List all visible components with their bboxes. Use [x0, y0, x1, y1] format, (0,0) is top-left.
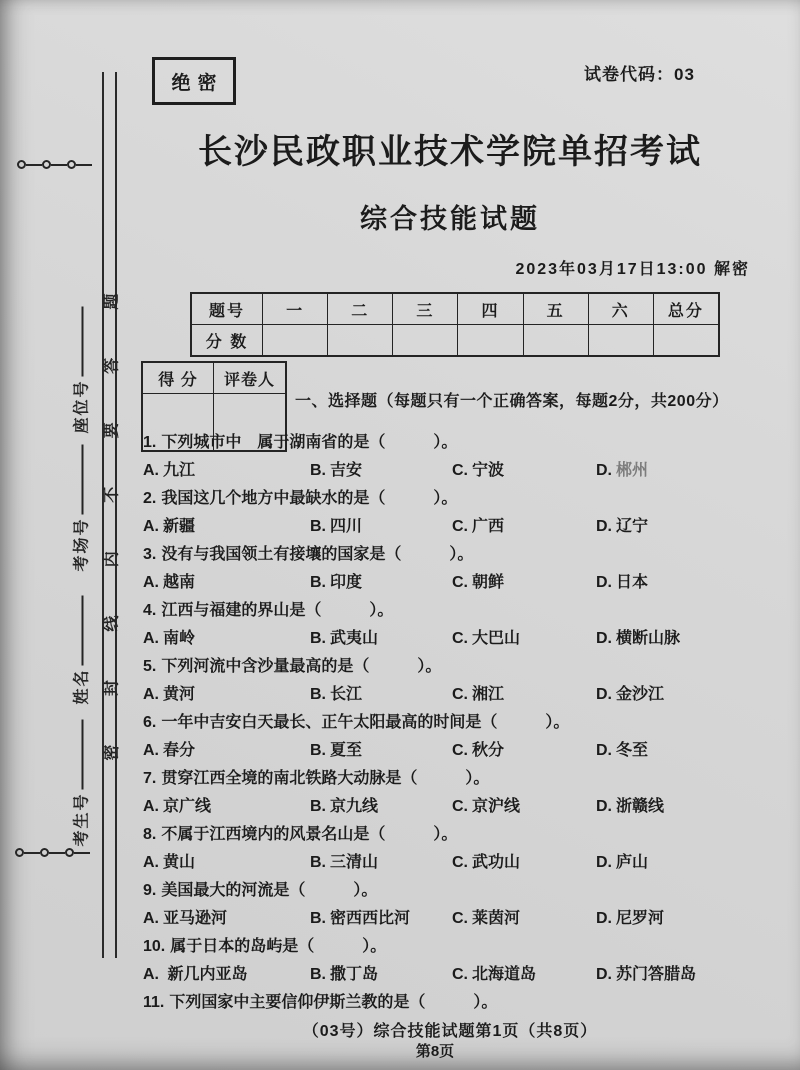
- option-text: 大巴山: [472, 630, 521, 647]
- option-letter: C.: [452, 686, 468, 703]
- score-cell-empty: [523, 324, 588, 355]
- name-field: [69, 595, 92, 704]
- option-b: [310, 849, 378, 877]
- option-letter: B.: [310, 686, 326, 703]
- option-a: [143, 961, 247, 989]
- option-b: [310, 737, 362, 765]
- options-row: [143, 737, 759, 765]
- seat-number-field: [69, 306, 92, 433]
- options-row: [143, 961, 759, 989]
- question-text: [143, 877, 759, 905]
- mark-circle-icon: [65, 848, 74, 857]
- question-text: [143, 933, 759, 961]
- mark-circle-icon: [42, 160, 51, 169]
- score-table-header-cell: 三: [392, 294, 457, 324]
- option-text: 新几内亚岛: [163, 966, 248, 983]
- option-letter: D.: [596, 854, 612, 871]
- option-letter: B.: [310, 854, 326, 871]
- option-c: [452, 569, 504, 597]
- option-text: 印度: [330, 574, 363, 591]
- score-cell-empty: [588, 324, 653, 355]
- option-letter: A.: [143, 854, 159, 871]
- option-letter: C.: [452, 462, 468, 479]
- option-b: [310, 569, 362, 597]
- option-text: 四川: [330, 518, 363, 535]
- options-row: [143, 793, 759, 821]
- mark-dash: [49, 852, 65, 854]
- mark-circle-icon: [40, 848, 49, 857]
- option-b: [310, 457, 362, 485]
- option-text: 南岭: [163, 630, 196, 647]
- blank-line: [81, 444, 83, 514]
- option-letter: C.: [452, 518, 468, 535]
- option-text: 苏门答腊岛: [616, 966, 697, 983]
- option-text: 尼罗河: [616, 910, 665, 927]
- option-text: 京广线: [163, 798, 212, 815]
- score-row-label: 分 数: [192, 324, 262, 355]
- question-body: 属于日本的岛屿是（ ）。: [170, 938, 387, 955]
- option-text: 京沪线: [472, 798, 521, 815]
- option-text: 吉安: [330, 462, 363, 479]
- option-text: 宁波: [472, 462, 505, 479]
- mark-dash: [26, 164, 42, 166]
- footer-page-number: 第8页: [415, 1043, 455, 1060]
- option-text: 武功山: [472, 854, 521, 871]
- option-text: 湘江: [472, 686, 505, 703]
- option-text: 撒丁岛: [330, 966, 379, 983]
- blank-line: [81, 719, 83, 789]
- option-letter: A.: [143, 630, 159, 647]
- mark-circle-icon: [15, 848, 24, 857]
- option-a: [143, 737, 195, 765]
- candidate-number-field: [69, 719, 92, 846]
- option-text: 武夷山: [330, 630, 379, 647]
- question-text: [143, 709, 759, 737]
- option-letter: A.: [143, 742, 159, 759]
- options-row: [143, 457, 759, 485]
- option-letter: A.: [143, 686, 159, 703]
- option-text: 密西西比河: [330, 910, 411, 927]
- option-letter: A.: [143, 574, 159, 591]
- option-c: [452, 681, 504, 709]
- option-c: [452, 737, 504, 765]
- question-body: 下列城市中 属于湖南省的是（ ）。: [161, 434, 458, 451]
- question-number: 7.: [143, 770, 157, 787]
- option-d: [596, 513, 648, 541]
- options-row: [143, 569, 759, 597]
- option-c: [452, 849, 520, 877]
- option-text: 朝鲜: [472, 574, 505, 591]
- option-c: [452, 961, 536, 989]
- room-number-label: 考场号: [73, 517, 91, 572]
- top-secret-stamp: 绝密: [152, 57, 236, 105]
- question-body: 没有与我国领土有接壤的国家是（ ）。: [161, 546, 474, 563]
- score-table-header-cell: 四: [457, 294, 522, 324]
- option-letter: A.: [143, 966, 159, 983]
- option-d: [596, 793, 664, 821]
- question-text: [143, 597, 759, 625]
- score-table-header-cell: 二: [327, 294, 392, 324]
- seal-warning-text: 密 封 线 内 不 要 答 题: [103, 271, 121, 761]
- option-letter: D.: [596, 574, 612, 591]
- question-number: 4.: [143, 602, 157, 619]
- option-c: [452, 625, 520, 653]
- score-table-header-cell: 六: [588, 294, 653, 324]
- question-number: 2.: [143, 490, 157, 507]
- option-letter: A.: [143, 798, 159, 815]
- room-number-field: [69, 444, 92, 571]
- option-letter: D.: [596, 742, 612, 759]
- score-cell-empty: [653, 324, 718, 355]
- option-b: [310, 961, 378, 989]
- options-row: [143, 849, 759, 877]
- option-d: [596, 905, 664, 933]
- option-b: [310, 793, 378, 821]
- option-d: [596, 457, 648, 485]
- question-number: 9.: [143, 882, 157, 899]
- option-d: [596, 569, 648, 597]
- option-text: 黄山: [163, 854, 196, 871]
- option-text: 黄河: [163, 686, 196, 703]
- question-number: 3.: [143, 546, 157, 563]
- question-number: 1.: [143, 434, 157, 451]
- option-letter: A.: [143, 462, 159, 479]
- option-text: 辽宁: [616, 518, 649, 535]
- question-body: 江西与福建的界山是（ ）。: [161, 602, 394, 619]
- question-number: 6.: [143, 714, 157, 731]
- options-row: [143, 681, 759, 709]
- question-number: 10.: [143, 938, 166, 955]
- question-body: 我国这几个地方中最缺水的是（ ）。: [161, 490, 458, 507]
- option-b: [310, 625, 378, 653]
- option-text: 京九线: [330, 798, 379, 815]
- option-letter: C.: [452, 854, 468, 871]
- grader-label: 评卷人: [213, 363, 285, 393]
- question-body: 下列河流中含沙量最高的是（ ）。: [161, 658, 442, 675]
- question-body: 不属于江西境内的风景名山是（ ）。: [161, 826, 458, 843]
- option-letter: C.: [452, 798, 468, 815]
- question-text: [143, 653, 759, 681]
- option-letter: B.: [310, 462, 326, 479]
- option-text: 秋分: [472, 742, 505, 759]
- score-summary-table: [190, 292, 720, 357]
- options-row: [143, 513, 759, 541]
- paper-code: 试卷代码：03: [584, 65, 695, 84]
- option-a: [143, 569, 195, 597]
- option-text: 日本: [616, 574, 649, 591]
- blank-line: [81, 306, 83, 376]
- question-number: 8.: [143, 826, 157, 843]
- option-letter: D.: [596, 798, 612, 815]
- section-one-heading: 一、选择题（每题只有一个正确答案，每题2分，共200分）: [295, 393, 729, 410]
- decrypt-time: 2023年03月17日13:00 解密: [515, 261, 750, 278]
- candidate-number-label: 考生号: [73, 792, 91, 847]
- mark-dash: [76, 164, 92, 166]
- score-cell-empty: [327, 324, 392, 355]
- mark-circle-icon: [67, 160, 76, 169]
- option-text: 庐山: [616, 854, 649, 871]
- option-letter: D.: [596, 462, 612, 479]
- score-cell-empty: [262, 324, 327, 355]
- option-letter: C.: [452, 742, 468, 759]
- question-body: 一年中吉安白天最长、正午太阳最高的时间是（ ）。: [161, 714, 570, 731]
- option-text: 长江: [330, 686, 363, 703]
- option-d: [596, 849, 648, 877]
- mark-dash: [74, 852, 90, 854]
- option-text: 新疆: [163, 518, 196, 535]
- option-letter: B.: [310, 966, 326, 983]
- option-text: 莱茵河: [472, 910, 521, 927]
- mark-circle-icon: [17, 160, 26, 169]
- score-cell-empty: [457, 324, 522, 355]
- option-text: 亚马逊河: [163, 910, 228, 927]
- options-row: [143, 905, 759, 933]
- question-text: [143, 429, 759, 457]
- option-letter: D.: [596, 518, 612, 535]
- option-text: 三清山: [330, 854, 379, 871]
- option-a: [143, 457, 195, 485]
- option-letter: A.: [143, 910, 159, 927]
- option-d: [596, 625, 680, 653]
- option-letter: D.: [596, 630, 612, 647]
- option-letter: B.: [310, 630, 326, 647]
- score-table-header-cell: 总分: [653, 294, 718, 324]
- binding-marks-bottom-icon: [15, 848, 90, 857]
- option-letter: D.: [596, 686, 612, 703]
- option-b: [310, 513, 362, 541]
- mark-dash: [51, 164, 67, 166]
- option-text: 浙赣线: [616, 798, 665, 815]
- question-number: 11.: [143, 994, 165, 1011]
- questions-list: [143, 429, 759, 1017]
- option-text: 金沙江: [616, 686, 665, 703]
- option-c: [452, 513, 504, 541]
- option-text: 越南: [163, 574, 196, 591]
- option-text: 夏至: [330, 742, 363, 759]
- option-c: [452, 905, 520, 933]
- mark-dash: [24, 852, 40, 854]
- option-a: [143, 793, 211, 821]
- option-a: [143, 681, 195, 709]
- score-table-header-cell: 题号: [208, 302, 245, 320]
- option-text: 横断山脉: [616, 630, 681, 647]
- option-c: [452, 793, 520, 821]
- option-text: 冬至: [616, 742, 649, 759]
- exam-title: 长沙民政职业技术学院单招考试: [198, 133, 702, 171]
- score-table-header-cell: 五: [523, 294, 588, 324]
- option-letter: D.: [596, 966, 612, 983]
- option-letter: C.: [452, 910, 468, 927]
- option-text: 广西: [472, 518, 505, 535]
- option-letter: B.: [310, 798, 326, 815]
- option-a: [143, 905, 227, 933]
- score-table-header-cell: 一: [262, 294, 327, 324]
- paper-subtitle: 综合技能试题: [360, 204, 540, 234]
- option-d: [596, 681, 664, 709]
- option-b: [310, 681, 362, 709]
- score-cell-empty: [392, 324, 457, 355]
- option-letter: B.: [310, 518, 326, 535]
- option-letter: B.: [310, 574, 326, 591]
- option-letter: C.: [452, 574, 468, 591]
- option-text: 春分: [163, 742, 196, 759]
- name-label: 姓名: [73, 668, 91, 705]
- question-body: 下列国家中主要信仰伊斯兰教的是（ ）。: [169, 994, 498, 1011]
- option-b: [310, 905, 410, 933]
- seat-number-label: 座位号: [73, 379, 91, 434]
- options-row: [143, 625, 759, 653]
- option-letter: B.: [310, 742, 326, 759]
- option-letter: B.: [310, 910, 326, 927]
- option-a: [143, 625, 195, 653]
- footer-page-info: （03号）综合技能试题第1页（共8页）: [302, 1023, 598, 1040]
- option-d: [596, 737, 648, 765]
- option-text: 北海道岛: [472, 966, 537, 983]
- question-text: [143, 541, 759, 569]
- question-body: 美国最大的河流是（ ）。: [161, 882, 378, 899]
- question-text: [143, 765, 759, 793]
- blank-line: [81, 595, 83, 665]
- option-d: [596, 961, 696, 989]
- score-label: 得 分: [158, 371, 198, 389]
- option-a: [143, 849, 195, 877]
- option-letter: C.: [452, 966, 468, 983]
- question-number: 5.: [143, 658, 157, 675]
- option-text: 郴州: [616, 462, 649, 479]
- question-text: [143, 821, 759, 849]
- option-letter: C.: [452, 630, 468, 647]
- option-a: [143, 513, 195, 541]
- option-letter: A.: [143, 518, 159, 535]
- question-text: [143, 989, 759, 1017]
- option-text: 九江: [163, 462, 196, 479]
- question-text: [143, 485, 759, 513]
- question-body: 贯穿江西全境的南北铁路大动脉是（ ）。: [161, 770, 490, 787]
- option-letter: D.: [596, 910, 612, 927]
- binding-marks-top-icon: [17, 160, 92, 169]
- option-c: [452, 457, 504, 485]
